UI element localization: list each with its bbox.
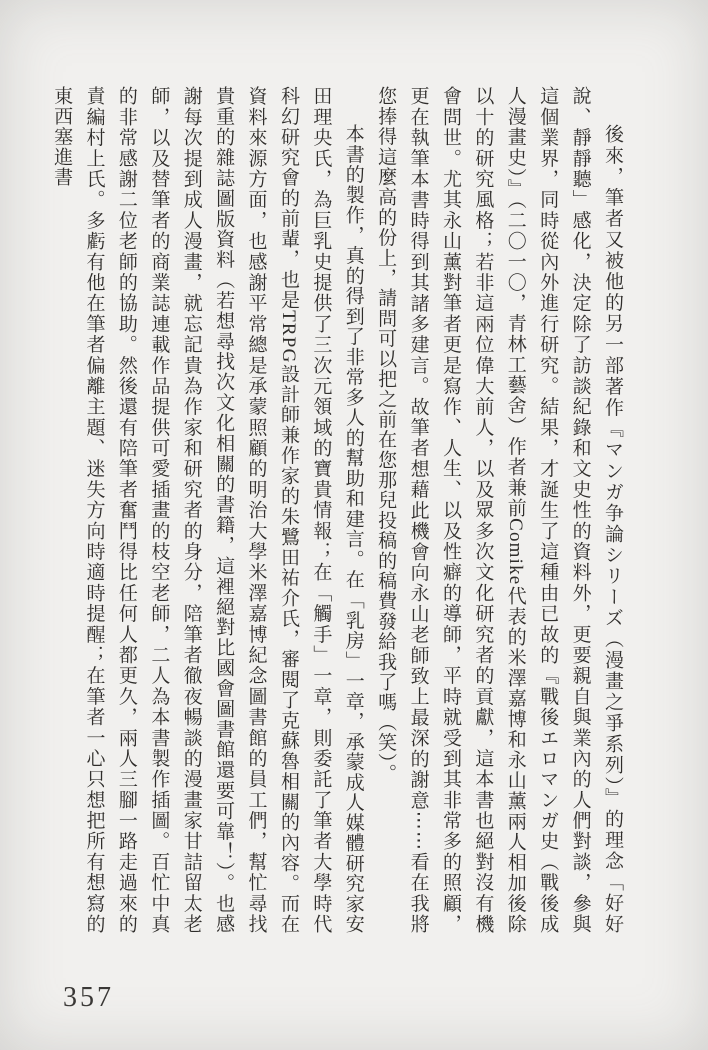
paragraph-acknowledgement-2: 本書的製作，真的得到了非常多人的幫助和建言。在「乳房」一章，承蒙成人媒體研究家安田理央氏，為巨乳史提供了三次元領域的寶貴情報；在「觸手」一章，則委託了筆者大學時代科幻研究會的前輩，也是TRPG設計師兼作家的朱鷺田祐介氏，審閱了克蘇魯相關的內容。而在資料來源方面，也感謝平常總是承蒙照顧的明治大學米澤嘉博紀念圖書館的員工們，幫忙尋找貴重的雜誌圖版資料（若想尋找次文化相關的書籍，這裡絕對比國會圖書館還要可靠！）。也感謝每次提到成人漫畫，就忘記貴為作家和研究者的身分，陪筆者徹夜暢談的漫畫家甘詰留太老師，以及替筆者的商業誌連載作品提供可愛插畫的枝空老師，二人為本書製作插圖。百忙中真的非常感謝二位老師的協助。然後還有陪筆者奮鬥得比任何人都更久，兩人三腳一路走過來的責編村上氏。多虧有他在筆者偏離主題、迷失方向時適時提醒；在筆者一心只想把所有想寫的東西塞進書 <box>51 86 364 934</box>
page-number: 357 <box>63 982 114 1013</box>
paragraph-acknowledgement-1: 後來，筆者又被他的另一部著作『マンガ争論シリーズ（漫畫之爭系列）』的理念「好好說、靜靜聽」感化，決定除了訪談紀錄和文史性的資料外，更要親自與業內的人們對談，參與這個業界，同時從內外進行研究。結果，才誕生了這種由已故的『戰後エロマンガ史（戰後成人漫畫史）』（二〇一〇，青林工藝舍）作者兼前Comike代表的米澤嘉博和永山薰兩人相加後除以十的研究風格；若非這兩位偉大前人，以及眾多次文化研究者的貢獻，這本書也絕對沒有機會問世。尤其永山薰對筆者更是寫作、人生、以及性癖的導師，平時就受到其非常多的照顧，更在執筆本書時得到其諸多建言。故筆者想藉此機會向永山老師致上最深的謝意⋯⋯看在我將您捧得這麼高的份上，請問可以把之前在您那兒投稿的稿費發給我了嗎（笑）。 <box>375 86 623 934</box>
vertical-text-block <box>45 86 628 934</box>
